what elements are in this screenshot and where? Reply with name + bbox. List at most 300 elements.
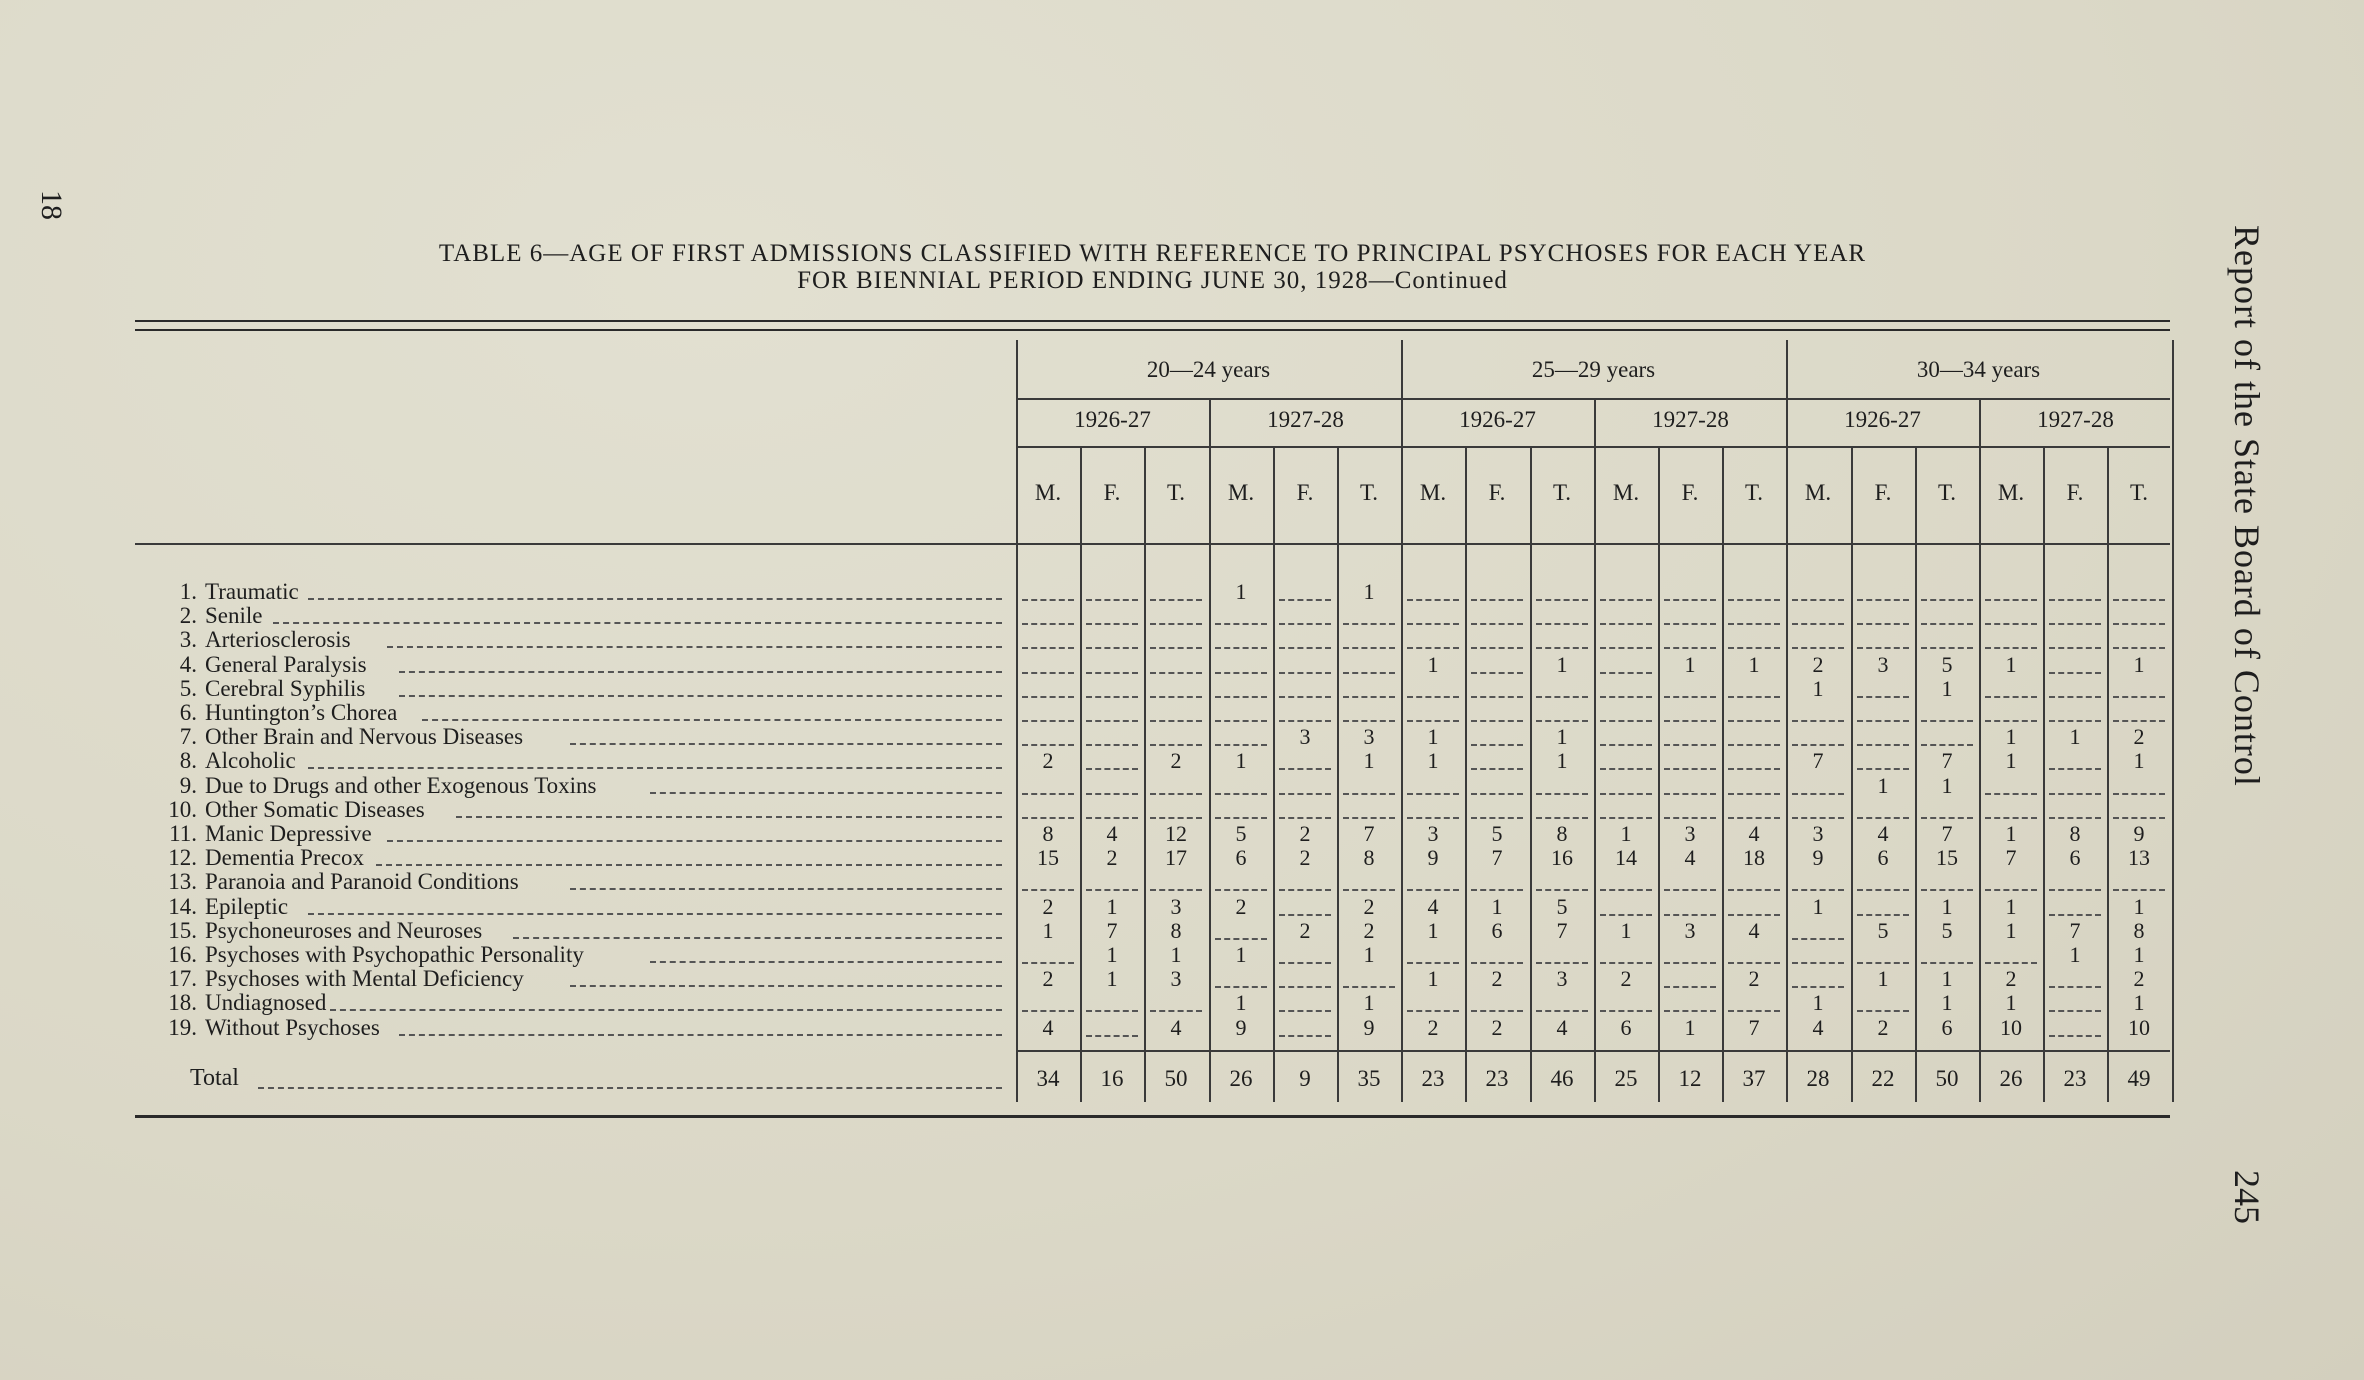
- table-cell: [1209, 919, 1273, 943]
- table-cell: [1401, 991, 1465, 1015]
- table-cell: 1: [2005, 990, 2017, 1015]
- table-cell: 8: [1363, 845, 1375, 870]
- table-cell: [1465, 798, 1529, 822]
- table-cell: 3: [1877, 652, 1889, 677]
- table-cell: [1273, 798, 1337, 822]
- row-name: Paranoia and Paranoid Conditions: [205, 870, 519, 894]
- table-cell: [1209, 677, 1273, 701]
- leader-dots: [570, 888, 1002, 890]
- row-name: Other Somatic Diseases: [205, 798, 425, 822]
- table-cell: [1979, 798, 2043, 822]
- table-cell: [1209, 628, 1273, 652]
- table-cell: 2: [1620, 966, 1632, 991]
- total-cell: 23: [1421, 1066, 1445, 1091]
- leader-dots: [456, 816, 1002, 818]
- year-rule: [1016, 446, 2170, 448]
- table-cell: [2043, 749, 2107, 773]
- table-cell: [1658, 725, 1722, 749]
- year-header: 1926-27: [1074, 407, 1151, 432]
- row-label: [135, 701, 1005, 725]
- table-cell: 2: [1491, 966, 1503, 991]
- table-cell: [1786, 943, 1850, 967]
- table-cell: 1: [2005, 652, 2017, 677]
- total-cell: 35: [1357, 1066, 1381, 1091]
- table-cell: 1: [2005, 918, 2017, 943]
- sex-header: M.: [1612, 480, 1640, 505]
- table-cell: [1144, 991, 1208, 1015]
- table-cell: 1: [1106, 942, 1118, 967]
- total-label: Total: [190, 1065, 239, 1091]
- table-cell: [1273, 653, 1337, 677]
- table-cell: [2107, 628, 2171, 652]
- table-cell: [1786, 967, 1850, 991]
- table-cell: [2043, 991, 2107, 1015]
- table-cell: [1594, 774, 1658, 798]
- row-number: 5.: [179, 677, 197, 701]
- table-cell: [1144, 870, 1208, 894]
- table-cell: 2: [2133, 966, 2145, 991]
- table-cell: 9: [1363, 1015, 1375, 1040]
- table-cell: 4: [1684, 845, 1696, 870]
- table-cell: [1530, 943, 1594, 967]
- total-cell: 37: [1742, 1066, 1766, 1091]
- total-cell: 9: [1299, 1066, 1311, 1091]
- table-cell: 1: [2005, 724, 2017, 749]
- table-cell: [1722, 580, 1786, 604]
- table-title-line2: FOR BIENNIAL PERIOD ENDING JUNE 30, 1928—Continued: [797, 267, 1508, 294]
- table-cell: 12: [1165, 821, 1187, 846]
- table-cell: [1016, 774, 1080, 798]
- sex-header: M.: [1997, 480, 2025, 505]
- table-cell: [1851, 725, 1915, 749]
- sex-header: T.: [1166, 480, 1186, 505]
- table-cell: 2: [1748, 966, 1760, 991]
- table-cell: 7: [1491, 845, 1503, 870]
- table-cell: [1465, 628, 1529, 652]
- table-cell: [1016, 677, 1080, 701]
- leader-dots: [308, 598, 1002, 600]
- table-cell: [2043, 798, 2107, 822]
- table-cell: [1337, 628, 1401, 652]
- row-label: [135, 604, 1005, 628]
- row-number: 15.: [168, 919, 197, 943]
- table-cell: 1: [2133, 942, 2145, 967]
- table-cell: 2: [1363, 894, 1375, 919]
- row-name: Without Psychoses: [205, 1016, 380, 1040]
- table-cell: [1273, 749, 1337, 773]
- table-cell: 3: [1170, 966, 1182, 991]
- table-cell: 1: [1941, 966, 1953, 991]
- top-rule-2: [135, 329, 2170, 331]
- table-cell: [1786, 725, 1850, 749]
- table-cell: [1465, 653, 1529, 677]
- row-label: [135, 677, 1005, 701]
- table-cell: 1: [1491, 894, 1503, 919]
- table-cell: [1273, 943, 1337, 967]
- table-cell: 16: [1551, 845, 1573, 870]
- table-cell: 3: [1427, 821, 1439, 846]
- leader-dots: [513, 937, 1002, 939]
- table-cell: [1273, 1016, 1337, 1040]
- table-cell: [1465, 943, 1529, 967]
- table-cell: 4: [1106, 821, 1118, 846]
- table-cell: [1786, 798, 1850, 822]
- row-name: General Paralysis: [205, 653, 367, 677]
- table-cell: [1851, 580, 1915, 604]
- table-cell: [1658, 774, 1722, 798]
- table-cell: [1465, 725, 1529, 749]
- table-cell: [1594, 628, 1658, 652]
- table-cell: [1530, 701, 1594, 725]
- row-name: Dementia Precox: [205, 846, 365, 870]
- row-name: Huntington’s Chorea: [205, 701, 398, 725]
- table-cell: 1: [1170, 942, 1182, 967]
- table-cell: [1144, 798, 1208, 822]
- table-cell: [1722, 895, 1786, 919]
- table-cell: [1530, 991, 1594, 1015]
- table-cell: 2: [2133, 724, 2145, 749]
- table-cell: [1658, 991, 1722, 1015]
- table-cell: [1530, 628, 1594, 652]
- table-cell: [1401, 774, 1465, 798]
- table-cell: [1979, 870, 2043, 894]
- table-cell: [1401, 580, 1465, 604]
- leader-dots: [650, 961, 1002, 963]
- left-page-number: 18: [35, 190, 68, 220]
- table-cell: [2107, 580, 2171, 604]
- leader-dots: [387, 646, 1002, 648]
- table-cell: 4: [1556, 1015, 1568, 1040]
- table-cell: 5: [1941, 918, 1953, 943]
- table-cell: [1080, 798, 1144, 822]
- sex-header: F.: [1296, 480, 1314, 505]
- table-cell: 4: [1042, 1015, 1054, 1040]
- table-cell: 1: [1812, 990, 1824, 1015]
- table-cell: [1273, 604, 1337, 628]
- table-cell: [1851, 677, 1915, 701]
- table-cell: [1209, 725, 1273, 749]
- table-cell: [1080, 604, 1144, 628]
- table-cell: [1722, 725, 1786, 749]
- table-cell: 1: [1941, 990, 1953, 1015]
- age-group-header: 20—24 years: [1146, 357, 1271, 382]
- table-cell: 3: [1812, 821, 1824, 846]
- table-cell: [1786, 628, 1850, 652]
- leader-dots: [330, 1009, 1002, 1011]
- year-header: 1926-27: [1459, 407, 1536, 432]
- table-cell: [1401, 798, 1465, 822]
- year-header: 1927-28: [1652, 407, 1729, 432]
- table-cell: [2107, 701, 2171, 725]
- table-cell: 7: [1363, 821, 1375, 846]
- year-header: 1927-28: [2037, 407, 2114, 432]
- table-cell: [1658, 749, 1722, 773]
- table-cell: 1: [1684, 1015, 1696, 1040]
- table-cell: 2: [1299, 918, 1311, 943]
- table-cell: [1851, 943, 1915, 967]
- table-cell: [1851, 870, 1915, 894]
- table-cell: 1: [1684, 652, 1696, 677]
- table-cell: [1594, 701, 1658, 725]
- table-cell: [2043, 895, 2107, 919]
- table-cell: 1: [1620, 918, 1632, 943]
- table-cell: [1594, 798, 1658, 822]
- table-cell: [1979, 604, 2043, 628]
- row-label: [135, 846, 1005, 870]
- leader-dots: [273, 622, 1002, 624]
- table-cell: 13: [2128, 845, 2150, 870]
- table-cell: [1337, 604, 1401, 628]
- table-cell: 7: [1748, 1015, 1760, 1040]
- row-number: 4.: [179, 653, 197, 677]
- table-cell: 2: [1299, 845, 1311, 870]
- row-name: Undiagnosed: [205, 991, 327, 1015]
- row-label: [135, 822, 1005, 846]
- table-cell: [1786, 604, 1850, 628]
- table-cell: 1: [1235, 748, 1247, 773]
- table-cell: 2: [1427, 1015, 1439, 1040]
- table-cell: [1979, 677, 2043, 701]
- table-cell: [1658, 870, 1722, 894]
- table-cell: 4: [1427, 894, 1439, 919]
- leader-dots: [387, 840, 1002, 842]
- table-cell: 2: [1106, 845, 1118, 870]
- table-cell: 2: [2005, 966, 2017, 991]
- table-cell: [2043, 653, 2107, 677]
- row-name: Senile: [205, 604, 263, 628]
- table-cell: [1658, 604, 1722, 628]
- sex-header: F.: [1874, 480, 1892, 505]
- table-cell: [1080, 725, 1144, 749]
- table-cell: 1: [2133, 990, 2145, 1015]
- sex-header: M.: [1419, 480, 1447, 505]
- table-cell: [1594, 749, 1658, 773]
- total-cell: 50: [1935, 1066, 1959, 1091]
- table-cell: 18: [1743, 845, 1765, 870]
- table-cell: [1658, 967, 1722, 991]
- table-cell: 1: [1427, 966, 1439, 991]
- table-cell: 1: [1941, 773, 1953, 798]
- table-cell: [1144, 774, 1208, 798]
- table-cell: [1016, 580, 1080, 604]
- table-cell: [1273, 895, 1337, 919]
- table-cell: [1594, 991, 1658, 1015]
- table-cell: 7: [2005, 845, 2017, 870]
- table-cell: [1016, 701, 1080, 725]
- year-header: 1926-27: [1844, 407, 1921, 432]
- table-cell: [1722, 701, 1786, 725]
- table-cell: [1337, 967, 1401, 991]
- table-cell: [1273, 628, 1337, 652]
- table-cell: 1: [1427, 918, 1439, 943]
- table-cell: 7: [1812, 748, 1824, 773]
- table-cell: [1530, 604, 1594, 628]
- row-name: Psychoses with Psychopathic Personality: [205, 943, 584, 967]
- table-cell: [1016, 725, 1080, 749]
- leader-dots: [650, 792, 1002, 794]
- table-cell: [1080, 774, 1144, 798]
- year-header: 1927-28: [1267, 407, 1344, 432]
- table-cell: [1979, 580, 2043, 604]
- row-label: [135, 967, 1005, 991]
- table-cell: [1080, 991, 1144, 1015]
- table-cell: 3: [1684, 918, 1696, 943]
- table-cell: [1016, 604, 1080, 628]
- row-number: 11.: [169, 822, 197, 846]
- total-cell: 50: [1164, 1066, 1188, 1091]
- table-cell: [1016, 653, 1080, 677]
- table-cell: [2107, 677, 2171, 701]
- table-cell: 15: [1037, 845, 1059, 870]
- row-number: 7.: [179, 725, 197, 749]
- page-number: 245: [2227, 1170, 2267, 1224]
- table-cell: 2: [1042, 894, 1054, 919]
- sex-header: T.: [1359, 480, 1379, 505]
- table-cell: [1401, 628, 1465, 652]
- table-cell: [1915, 604, 1979, 628]
- row-number: 13.: [168, 870, 197, 894]
- table-cell: 3: [1299, 724, 1311, 749]
- table-cell: 1: [1941, 676, 1953, 701]
- table-cell: 1: [2133, 748, 2145, 773]
- table-cell: 3: [1556, 966, 1568, 991]
- table-cell: [2043, 677, 2107, 701]
- sex-header: T.: [2129, 480, 2149, 505]
- table-cell: [1273, 701, 1337, 725]
- leader-dots: [399, 671, 1002, 673]
- table-cell: [1080, 653, 1144, 677]
- row-name: Psychoses with Mental Deficiency: [205, 967, 524, 991]
- row-label: [135, 798, 1005, 822]
- table-cell: 6: [1491, 918, 1503, 943]
- row-label: [135, 774, 1005, 798]
- table-cell: [1594, 604, 1658, 628]
- table-cell: [1979, 774, 2043, 798]
- table-cell: [1915, 943, 1979, 967]
- table-cell: 2: [1042, 748, 1054, 773]
- table-cell: [1401, 943, 1465, 967]
- sex-header: F.: [1488, 480, 1506, 505]
- table-cell: 1: [1106, 966, 1118, 991]
- leader-dots: [308, 767, 1002, 769]
- table-cell: [2107, 604, 2171, 628]
- row-number: 6.: [179, 701, 197, 725]
- table-cell: [1465, 749, 1529, 773]
- table-cell: [1658, 798, 1722, 822]
- row-label: [135, 943, 1005, 967]
- table-cell: 10: [2128, 1015, 2150, 1040]
- table-cell: [1144, 604, 1208, 628]
- table-cell: [1979, 628, 2043, 652]
- table-cell: [1915, 725, 1979, 749]
- table-cell: 1: [2005, 894, 2017, 919]
- table-cell: 2: [1812, 652, 1824, 677]
- table-cell: 9: [1812, 845, 1824, 870]
- table-cell: [1273, 677, 1337, 701]
- row-number: 10.: [168, 798, 197, 822]
- table-cell: [1594, 943, 1658, 967]
- table-cell: [1658, 895, 1722, 919]
- table-cell: 7: [2069, 918, 2081, 943]
- row-number: 1.: [179, 580, 197, 604]
- table-cell: [1337, 774, 1401, 798]
- table-cell: [1080, 1016, 1144, 1040]
- table-cell: [1016, 870, 1080, 894]
- table-cell: [2043, 967, 2107, 991]
- row-label: [135, 919, 1005, 943]
- table-cell: 17: [1165, 845, 1187, 870]
- total-cell: 26: [1999, 1066, 2023, 1091]
- row-name: Other Brain and Nervous Diseases: [205, 725, 524, 749]
- table-cell: [1722, 870, 1786, 894]
- row-label: [135, 725, 1005, 749]
- table-cell: [2107, 870, 2171, 894]
- leader-dots: [570, 985, 1002, 987]
- table-cell: 8: [2069, 821, 2081, 846]
- table-cell: 6: [1620, 1015, 1632, 1040]
- table-cell: [1979, 701, 2043, 725]
- row-number: 9.: [179, 774, 197, 798]
- table-cell: [1658, 580, 1722, 604]
- table-cell: 1: [1363, 579, 1375, 604]
- table-cell: 2: [1877, 1015, 1889, 1040]
- table-cell: [1594, 580, 1658, 604]
- table-cell: [1465, 604, 1529, 628]
- table-cell: 6: [1941, 1015, 1953, 1040]
- leader-dots: [399, 1034, 1002, 1036]
- table-cell: 1: [1427, 724, 1439, 749]
- table-cell: [1080, 580, 1144, 604]
- table-cell: 15: [1936, 845, 1958, 870]
- table-cell: [1209, 870, 1273, 894]
- table-cell: [1658, 701, 1722, 725]
- table-cell: 8: [1042, 821, 1054, 846]
- age-group-header: 25—29 years: [1531, 357, 1656, 382]
- table-cell: 2: [1491, 1015, 1503, 1040]
- table-cell: [1851, 991, 1915, 1015]
- bottom-rule: [135, 1115, 2170, 1118]
- table-cell: [1786, 870, 1850, 894]
- table-cell: [1722, 628, 1786, 652]
- table-cell: 4: [1748, 821, 1760, 846]
- row-label: [135, 895, 1005, 919]
- table-cell: 4: [1812, 1015, 1824, 1040]
- row-number: 2.: [179, 604, 197, 628]
- total-cell: 23: [2063, 1066, 2087, 1091]
- row-name: Cerebral Syphilis: [205, 677, 366, 701]
- agegroup-rule: [1016, 398, 2170, 400]
- total-cell: 26: [1229, 1066, 1253, 1091]
- table-cell: [1979, 943, 2043, 967]
- table-cell: 3: [1363, 724, 1375, 749]
- table-cell: [1658, 628, 1722, 652]
- table-cell: [1401, 701, 1465, 725]
- table-cell: [1594, 870, 1658, 894]
- table-cell: 5: [1235, 821, 1247, 846]
- table-cell: 1: [1363, 748, 1375, 773]
- header-bottom-rule: [135, 543, 2170, 545]
- row-number: 18.: [168, 991, 197, 1015]
- row-number: 14.: [168, 895, 197, 919]
- table-cell: 1: [1748, 652, 1760, 677]
- table-cell: [1722, 604, 1786, 628]
- table-cell: [1016, 798, 1080, 822]
- table-cell: [1658, 943, 1722, 967]
- sex-header: M.: [1804, 480, 1832, 505]
- row-label: [135, 870, 1005, 894]
- table-cell: [1722, 749, 1786, 773]
- table-cell: [2043, 604, 2107, 628]
